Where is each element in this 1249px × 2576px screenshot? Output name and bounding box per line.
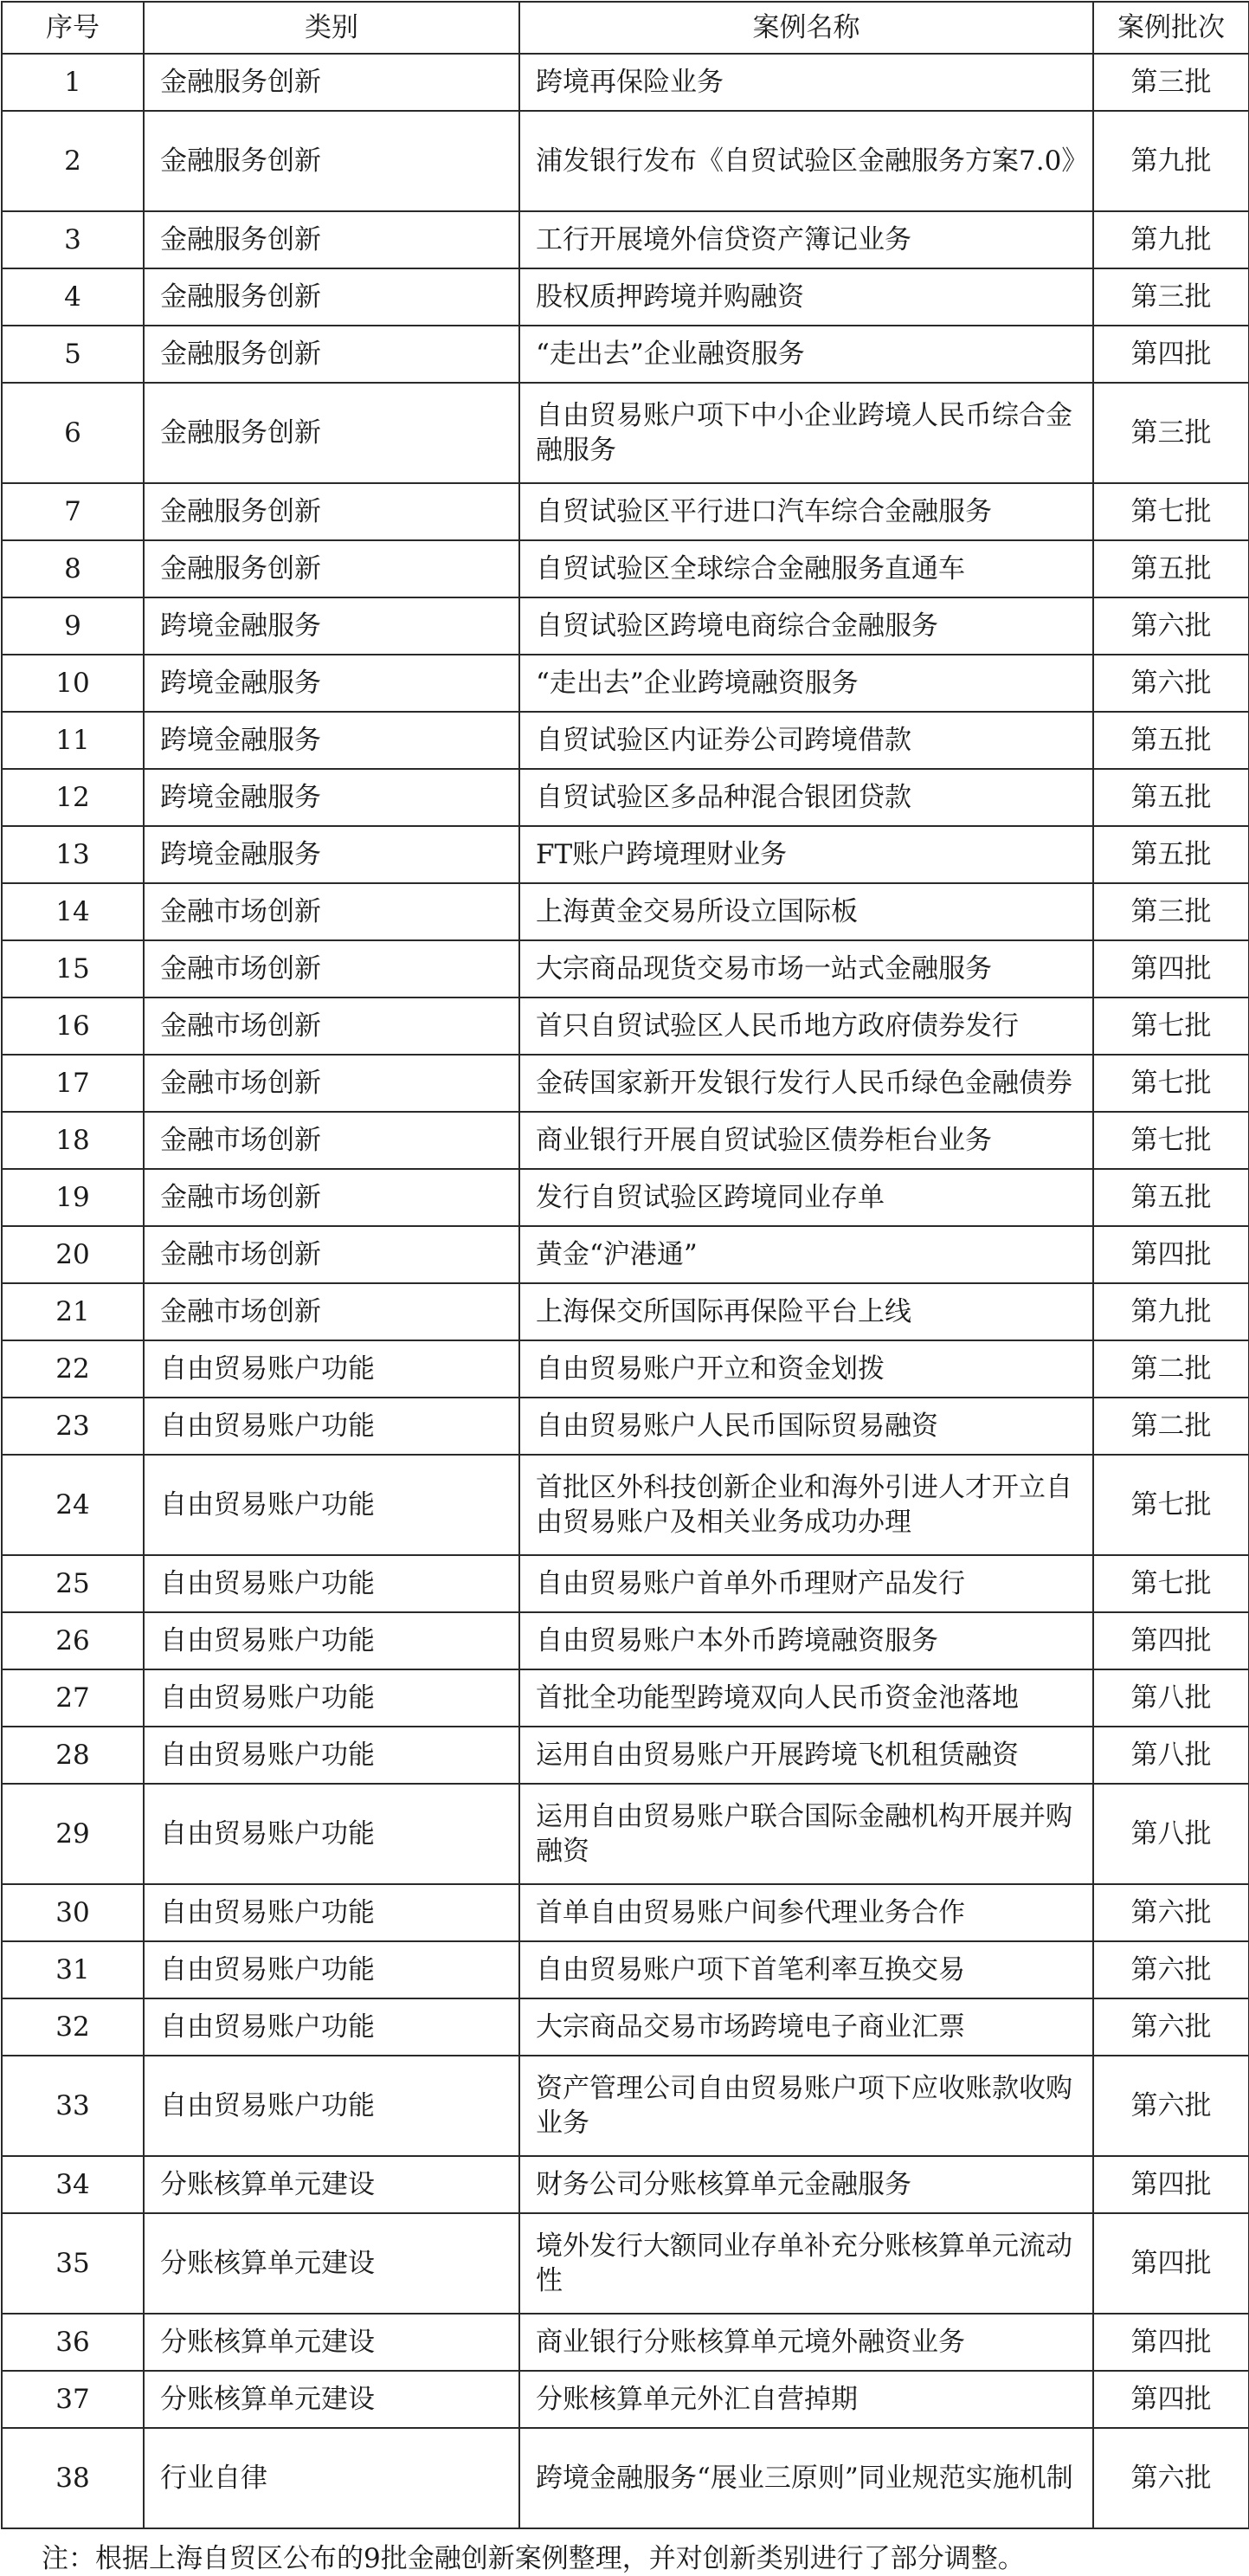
row-case-name-cell: 商业银行分账核算单元境外融资业务 <box>519 2314 1093 2371</box>
header-category: 类别 <box>144 2 519 54</box>
table-row <box>2 883 1249 940</box>
row-batch-cell: 第七批 <box>1093 1055 1249 1112</box>
row-index-cell: 17 <box>2 1055 144 1112</box>
row-case-name-cell: 自贸试验区多品种混合银团贷款 <box>519 769 1093 826</box>
row-batch-cell: 第七批 <box>1093 483 1249 540</box>
row-case-name-cell: 自贸试验区全球综合金融服务直通车 <box>519 540 1093 597</box>
row-batch-cell: 第八批 <box>1093 1784 1249 1884</box>
row-index-cell: 34 <box>2 2156 144 2213</box>
row-category-cell: 自由贸易账户功能 <box>144 1455 519 1555</box>
row-index-cell: 21 <box>2 1283 144 1340</box>
row-case-name-cell: 上海黄金交易所设立国际板 <box>519 883 1093 940</box>
row-index-cell: 25 <box>2 1555 144 1612</box>
row-case-name-cell: 大宗商品现货交易市场一站式金融服务 <box>519 940 1093 997</box>
row-category-cell: 金融市场创新 <box>144 1283 519 1340</box>
table-row <box>2 211 1249 268</box>
row-case-name-cell: 股权质押跨境并购融资 <box>519 268 1093 326</box>
row-batch-cell: 第四批 <box>1093 1612 1249 1669</box>
row-category-cell: 自由贸易账户功能 <box>144 1612 519 1669</box>
row-case-name-cell: 自由贸易账户开立和资金划拨 <box>519 1340 1093 1398</box>
table-row <box>2 1784 1249 1884</box>
row-index-cell: 4 <box>2 268 144 326</box>
row-category-cell: 金融服务创新 <box>144 540 519 597</box>
row-category-cell: 自由贸易账户功能 <box>144 1941 519 1998</box>
row-category-cell: 跨境金融服务 <box>144 769 519 826</box>
row-index-cell: 36 <box>2 2314 144 2371</box>
row-case-name-cell: 自贸试验区平行进口汽车综合金融服务 <box>519 483 1093 540</box>
row-batch-cell: 第五批 <box>1093 769 1249 826</box>
row-index-cell: 8 <box>2 540 144 597</box>
row-case-name-cell: 首批全功能型跨境双向人民币资金池落地 <box>519 1669 1093 1727</box>
table-row <box>2 111 1249 211</box>
row-index-cell: 19 <box>2 1169 144 1226</box>
row-category-cell: 跨境金融服务 <box>144 597 519 655</box>
row-batch-cell: 第九批 <box>1093 211 1249 268</box>
row-batch-cell: 第三批 <box>1093 383 1249 483</box>
table-row <box>2 1169 1249 1226</box>
row-index-cell: 2 <box>2 111 144 211</box>
row-case-name-cell: 首批区外科技创新企业和海外引进人才开立自由贸易账户及相关业务成功办理 <box>519 1455 1093 1555</box>
table-row <box>2 2056 1249 2156</box>
header-case-name: 案例名称 <box>519 2 1093 54</box>
row-batch-cell: 第六批 <box>1093 655 1249 712</box>
row-batch-cell: 第八批 <box>1093 1669 1249 1727</box>
row-case-name-cell: 浦发银行发布《自贸试验区金融服务方案7.0》 <box>519 111 1093 211</box>
row-case-name-cell: 分账核算单元外汇自营掉期 <box>519 2371 1093 2428</box>
row-index-cell: 26 <box>2 1612 144 1669</box>
row-category-cell: 自由贸易账户功能 <box>144 1784 519 1884</box>
row-index-cell: 15 <box>2 940 144 997</box>
row-case-name-cell: 大宗商品交易市场跨境电子商业汇票 <box>519 1998 1093 2056</box>
row-batch-cell: 第六批 <box>1093 1998 1249 2056</box>
table-row <box>2 326 1249 383</box>
table-row <box>2 1727 1249 1784</box>
table-row <box>2 997 1249 1055</box>
row-index-cell: 33 <box>2 2056 144 2156</box>
row-case-name-cell: 自由贸易账户项下中小企业跨境人民币综合金融服务 <box>519 383 1093 483</box>
row-index-cell: 11 <box>2 712 144 769</box>
row-index-cell: 16 <box>2 997 144 1055</box>
row-batch-cell: 第五批 <box>1093 540 1249 597</box>
row-batch-cell: 第七批 <box>1093 997 1249 1055</box>
row-batch-cell: 第三批 <box>1093 268 1249 326</box>
row-index-cell: 6 <box>2 383 144 483</box>
row-index-cell: 28 <box>2 1727 144 1784</box>
row-batch-cell: 第六批 <box>1093 1884 1249 1941</box>
row-case-name-cell: 首单自由贸易账户间参代理业务合作 <box>519 1884 1093 1941</box>
row-index-cell: 31 <box>2 1941 144 1998</box>
row-category-cell: 金融市场创新 <box>144 1169 519 1226</box>
row-index-cell: 1 <box>2 54 144 111</box>
row-category-cell: 金融市场创新 <box>144 1055 519 1112</box>
row-category-cell: 金融市场创新 <box>144 1226 519 1283</box>
row-batch-cell: 第六批 <box>1093 597 1249 655</box>
table-row <box>2 940 1249 997</box>
row-category-cell: 跨境金融服务 <box>144 826 519 883</box>
table-footnote: 注：根据上海自贸区公布的9批金融创新案例整理，并对创新类别进行了部分调整。 <box>42 2543 1025 2574</box>
row-case-name-cell: 商业银行开展自贸试验区债券柜台业务 <box>519 1112 1093 1169</box>
row-category-cell: 自由贸易账户功能 <box>144 1555 519 1612</box>
row-case-name-cell: 跨境金融服务“展业三原则”同业规范实施机制 <box>519 2428 1093 2528</box>
row-case-name-cell: 自由贸易账户首单外币理财产品发行 <box>519 1555 1093 1612</box>
row-category-cell: 分账核算单元建设 <box>144 2371 519 2428</box>
table-row <box>2 2314 1249 2371</box>
row-index-cell: 12 <box>2 769 144 826</box>
table-row <box>2 1669 1249 1727</box>
table-body <box>2 54 1249 2528</box>
row-case-name-cell: 运用自由贸易账户开展跨境飞机租赁融资 <box>519 1727 1093 1784</box>
row-category-cell: 金融服务创新 <box>144 268 519 326</box>
row-index-cell: 27 <box>2 1669 144 1727</box>
row-batch-cell: 第五批 <box>1093 1169 1249 1226</box>
row-index-cell: 18 <box>2 1112 144 1169</box>
row-case-name-cell: FT账户跨境理财业务 <box>519 826 1093 883</box>
row-case-name-cell: 自由贸易账户项下首笔利率互换交易 <box>519 1941 1093 1998</box>
row-case-name-cell: 工行开展境外信贷资产簿记业务 <box>519 211 1093 268</box>
row-case-name-cell: 首只自贸试验区人民币地方政府债券发行 <box>519 997 1093 1055</box>
table-row <box>2 1884 1249 1941</box>
row-case-name-cell: 金砖国家新开发银行发行人民币绿色金融债券 <box>519 1055 1093 1112</box>
row-batch-cell: 第四批 <box>1093 2213 1249 2314</box>
table-row <box>2 1612 1249 1669</box>
row-index-cell: 14 <box>2 883 144 940</box>
row-batch-cell: 第九批 <box>1093 1283 1249 1340</box>
table-row <box>2 2213 1249 2314</box>
table-row <box>2 597 1249 655</box>
row-batch-cell: 第八批 <box>1093 1727 1249 1784</box>
row-batch-cell: 第四批 <box>1093 326 1249 383</box>
row-category-cell: 金融市场创新 <box>144 883 519 940</box>
row-category-cell: 自由贸易账户功能 <box>144 1340 519 1398</box>
row-batch-cell: 第二批 <box>1093 1340 1249 1398</box>
row-category-cell: 分账核算单元建设 <box>144 2156 519 2213</box>
table-row <box>2 383 1249 483</box>
row-batch-cell: 第七批 <box>1093 1455 1249 1555</box>
row-category-cell: 分账核算单元建设 <box>144 2213 519 2314</box>
table-row <box>2 540 1249 597</box>
innovation-case-table <box>1 1 1249 2529</box>
row-batch-cell: 第五批 <box>1093 826 1249 883</box>
row-category-cell: 金融市场创新 <box>144 1112 519 1169</box>
row-category-cell: 行业自律 <box>144 2428 519 2528</box>
row-index-cell: 9 <box>2 597 144 655</box>
row-category-cell: 金融市场创新 <box>144 997 519 1055</box>
row-category-cell: 自由贸易账户功能 <box>144 1998 519 2056</box>
header-batch: 案例批次 <box>1093 2 1249 54</box>
row-index-cell: 37 <box>2 2371 144 2428</box>
row-category-cell: 跨境金融服务 <box>144 712 519 769</box>
row-category-cell: 金融服务创新 <box>144 211 519 268</box>
table-row <box>2 1941 1249 1998</box>
row-case-name-cell: 发行自贸试验区跨境同业存单 <box>519 1169 1093 1226</box>
table-row <box>2 483 1249 540</box>
row-index-cell: 38 <box>2 2428 144 2528</box>
row-index-cell: 32 <box>2 1998 144 2056</box>
row-batch-cell: 第四批 <box>1093 1226 1249 1283</box>
table-row <box>2 1112 1249 1169</box>
row-index-cell: 7 <box>2 483 144 540</box>
table-row <box>2 2156 1249 2213</box>
row-category-cell: 金融服务创新 <box>144 54 519 111</box>
row-case-name-cell: 财务公司分账核算单元金融服务 <box>519 2156 1093 2213</box>
row-category-cell: 自由贸易账户功能 <box>144 1398 519 1455</box>
row-case-name-cell: 资产管理公司自由贸易账户项下应收账款收购业务 <box>519 2056 1093 2156</box>
row-case-name-cell: 境外发行大额同业存单补充分账核算单元流动性 <box>519 2213 1093 2314</box>
row-batch-cell: 第四批 <box>1093 2371 1249 2428</box>
row-batch-cell: 第七批 <box>1093 1555 1249 1612</box>
row-index-cell: 29 <box>2 1784 144 1884</box>
row-batch-cell: 第四批 <box>1093 940 1249 997</box>
table-row <box>2 655 1249 712</box>
table-row <box>2 769 1249 826</box>
row-index-cell: 3 <box>2 211 144 268</box>
row-batch-cell: 第九批 <box>1093 111 1249 211</box>
row-category-cell: 金融服务创新 <box>144 111 519 211</box>
row-index-cell: 10 <box>2 655 144 712</box>
row-case-name-cell: 自由贸易账户人民币国际贸易融资 <box>519 1398 1093 1455</box>
row-case-name-cell: “走出去”企业跨境融资服务 <box>519 655 1093 712</box>
table-row <box>2 826 1249 883</box>
row-case-name-cell: “走出去”企业融资服务 <box>519 326 1093 383</box>
row-category-cell: 自由贸易账户功能 <box>144 2056 519 2156</box>
row-index-cell: 13 <box>2 826 144 883</box>
table-row <box>2 1226 1249 1283</box>
table-row <box>2 1555 1249 1612</box>
row-batch-cell: 第三批 <box>1093 54 1249 111</box>
row-index-cell: 30 <box>2 1884 144 1941</box>
row-category-cell: 分账核算单元建设 <box>144 2314 519 2371</box>
row-index-cell: 23 <box>2 1398 144 1455</box>
row-index-cell: 5 <box>2 326 144 383</box>
table-row <box>2 1398 1249 1455</box>
table-row <box>2 1340 1249 1398</box>
row-category-cell: 金融服务创新 <box>144 483 519 540</box>
row-case-name-cell: 跨境再保险业务 <box>519 54 1093 111</box>
table-row <box>2 268 1249 326</box>
row-category-cell: 金融市场创新 <box>144 940 519 997</box>
table-row <box>2 54 1249 111</box>
row-batch-cell: 第六批 <box>1093 1941 1249 1998</box>
row-category-cell: 金融服务创新 <box>144 383 519 483</box>
table-row <box>2 1283 1249 1340</box>
table-row <box>2 1055 1249 1112</box>
row-index-cell: 35 <box>2 2213 144 2314</box>
table-row <box>2 1455 1249 1555</box>
row-case-name-cell: 上海保交所国际再保险平台上线 <box>519 1283 1093 1340</box>
row-category-cell: 自由贸易账户功能 <box>144 1727 519 1784</box>
row-case-name-cell: 自由贸易账户本外币跨境融资服务 <box>519 1612 1093 1669</box>
row-index-cell: 24 <box>2 1455 144 1555</box>
row-batch-cell: 第七批 <box>1093 1112 1249 1169</box>
row-index-cell: 20 <box>2 1226 144 1283</box>
row-category-cell: 自由贸易账户功能 <box>144 1884 519 1941</box>
row-case-name-cell: 黄金“沪港通” <box>519 1226 1093 1283</box>
row-batch-cell: 第五批 <box>1093 712 1249 769</box>
row-category-cell: 跨境金融服务 <box>144 655 519 712</box>
row-index-cell: 22 <box>2 1340 144 1398</box>
row-case-name-cell: 运用自由贸易账户联合国际金融机构开展并购融资 <box>519 1784 1093 1884</box>
table-row <box>2 712 1249 769</box>
row-batch-cell: 第六批 <box>1093 2428 1249 2528</box>
row-batch-cell: 第三批 <box>1093 883 1249 940</box>
row-batch-cell: 第二批 <box>1093 1398 1249 1455</box>
header-index: 序号 <box>2 2 144 54</box>
table-row <box>2 2371 1249 2428</box>
row-case-name-cell: 自贸试验区跨境电商综合金融服务 <box>519 597 1093 655</box>
table-row <box>2 2428 1249 2528</box>
row-batch-cell: 第六批 <box>1093 2056 1249 2156</box>
row-category-cell: 金融服务创新 <box>144 326 519 383</box>
table-row <box>2 1998 1249 2056</box>
row-category-cell: 自由贸易账户功能 <box>144 1669 519 1727</box>
row-case-name-cell: 自贸试验区内证券公司跨境借款 <box>519 712 1093 769</box>
row-batch-cell: 第四批 <box>1093 2314 1249 2371</box>
row-batch-cell: 第四批 <box>1093 2156 1249 2213</box>
table-header-row <box>2 2 1249 54</box>
